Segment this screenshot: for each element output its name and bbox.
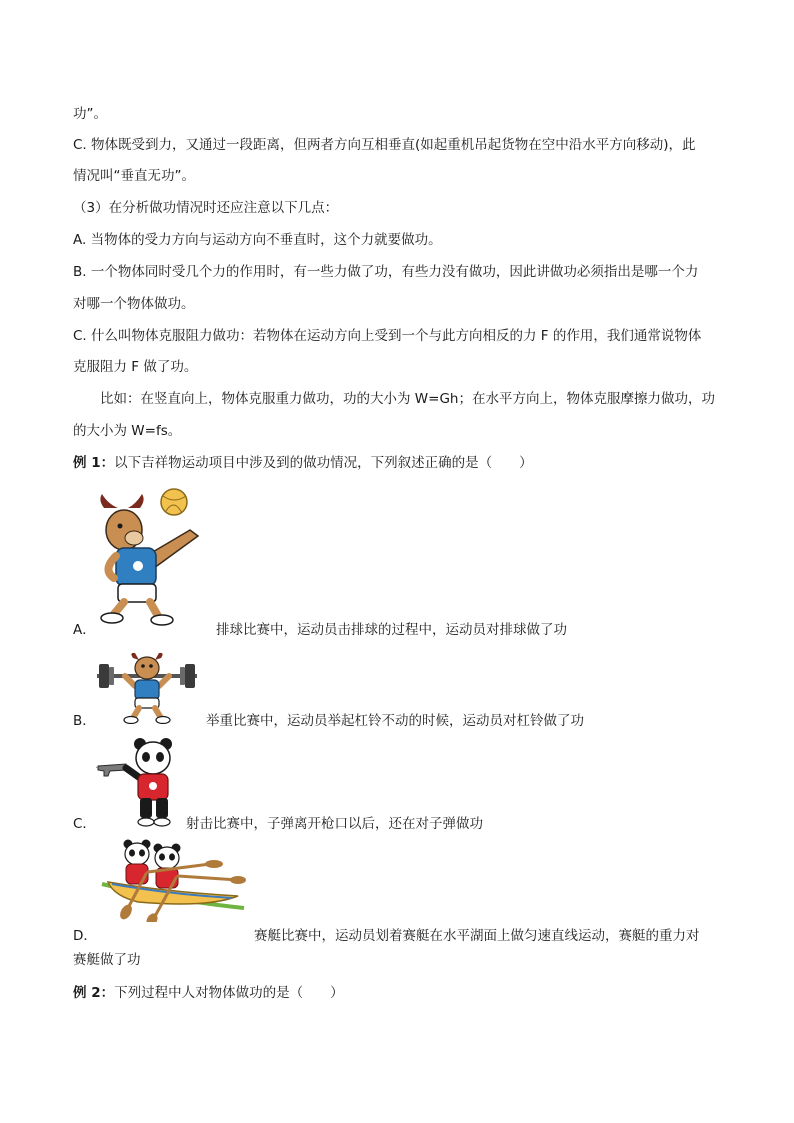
text-line: 功”。 [73, 106, 107, 122]
option-c-text: 射击比赛中，子弹离开枪口以后，还在对子弹做功 [186, 816, 483, 832]
text-line: 的大小为 W=fs。 [73, 423, 182, 439]
text-line: 情况叫“垂直无功”。 [73, 168, 195, 184]
option-c [73, 814, 96, 834]
volleyball-mascot-image [94, 486, 208, 626]
weightlifting-mascot-image [95, 652, 199, 724]
text-line: A. 当物体的受力方向与运动方向不垂直时，这个力就要做功。 [73, 232, 442, 248]
option-a-text: 排球比赛中，运动员击排球的过程中，运动员对排球做了功 [216, 622, 567, 638]
example-1-stem [73, 453, 533, 473]
example-2-question: 下列过程中人对物体做功的是（ ） [114, 985, 344, 1001]
option-d-letter: D． [73, 928, 97, 944]
option-d-text-continued: 赛艇做了功 [73, 952, 141, 968]
text-line: B. 一个物体同时受几个力的作用时，有一些力做了功，有些力没有做功，因此讲做功必须指出是哪一个力 [73, 264, 699, 280]
example-2-stem [73, 983, 344, 1003]
option-b-text: 举重比赛中，运动员举起杠铃不动的时候，运动员对杠铃做了功 [206, 713, 584, 729]
shooting-panda-mascot-image [96, 738, 176, 828]
option-c-letter: C． [73, 816, 96, 832]
text-line: C. 物体既受到力，又通过一段距离，但两者方向互相垂直(如起重机吊起货物在空中沿水平方向移动)，此 [73, 137, 696, 153]
option-b [73, 711, 96, 731]
option-a-letter: A． [73, 622, 96, 638]
rowing-pandas-mascot-image [98, 838, 246, 922]
option-d-text: 赛艇比赛中，运动员划着赛艇在水平湖面上做匀速直线运动，赛艇的重力对 [254, 928, 700, 944]
text-line: （3）在分析做功情况时还应注意以下几点： [73, 200, 339, 216]
option-d [73, 926, 97, 946]
text-line: 比如：在竖直向上，物体克服重力做功，功的大小为 W=Gh；在水平方向上，物体克服摩擦力做功，功 [100, 391, 715, 407]
option-a [73, 620, 96, 640]
example-1-question: 以下吉祥物运动项目中涉及到的做功情况，下列叙述正确的是（ ） [114, 455, 533, 471]
option-b-letter: B． [73, 713, 96, 729]
text-line: 克服阻力 F 做了功。 [73, 359, 198, 375]
example-2-label: 例 2： [73, 985, 115, 1001]
text-line: C. 什么叫物体克服阻力做功：若物体在运动方向上受到一个与此方向相反的力 F 的作用，我们通常说物体 [73, 328, 702, 344]
example-1-label: 例 1： [73, 455, 115, 471]
text-line: 对哪一个物体做功。 [73, 296, 195, 312]
